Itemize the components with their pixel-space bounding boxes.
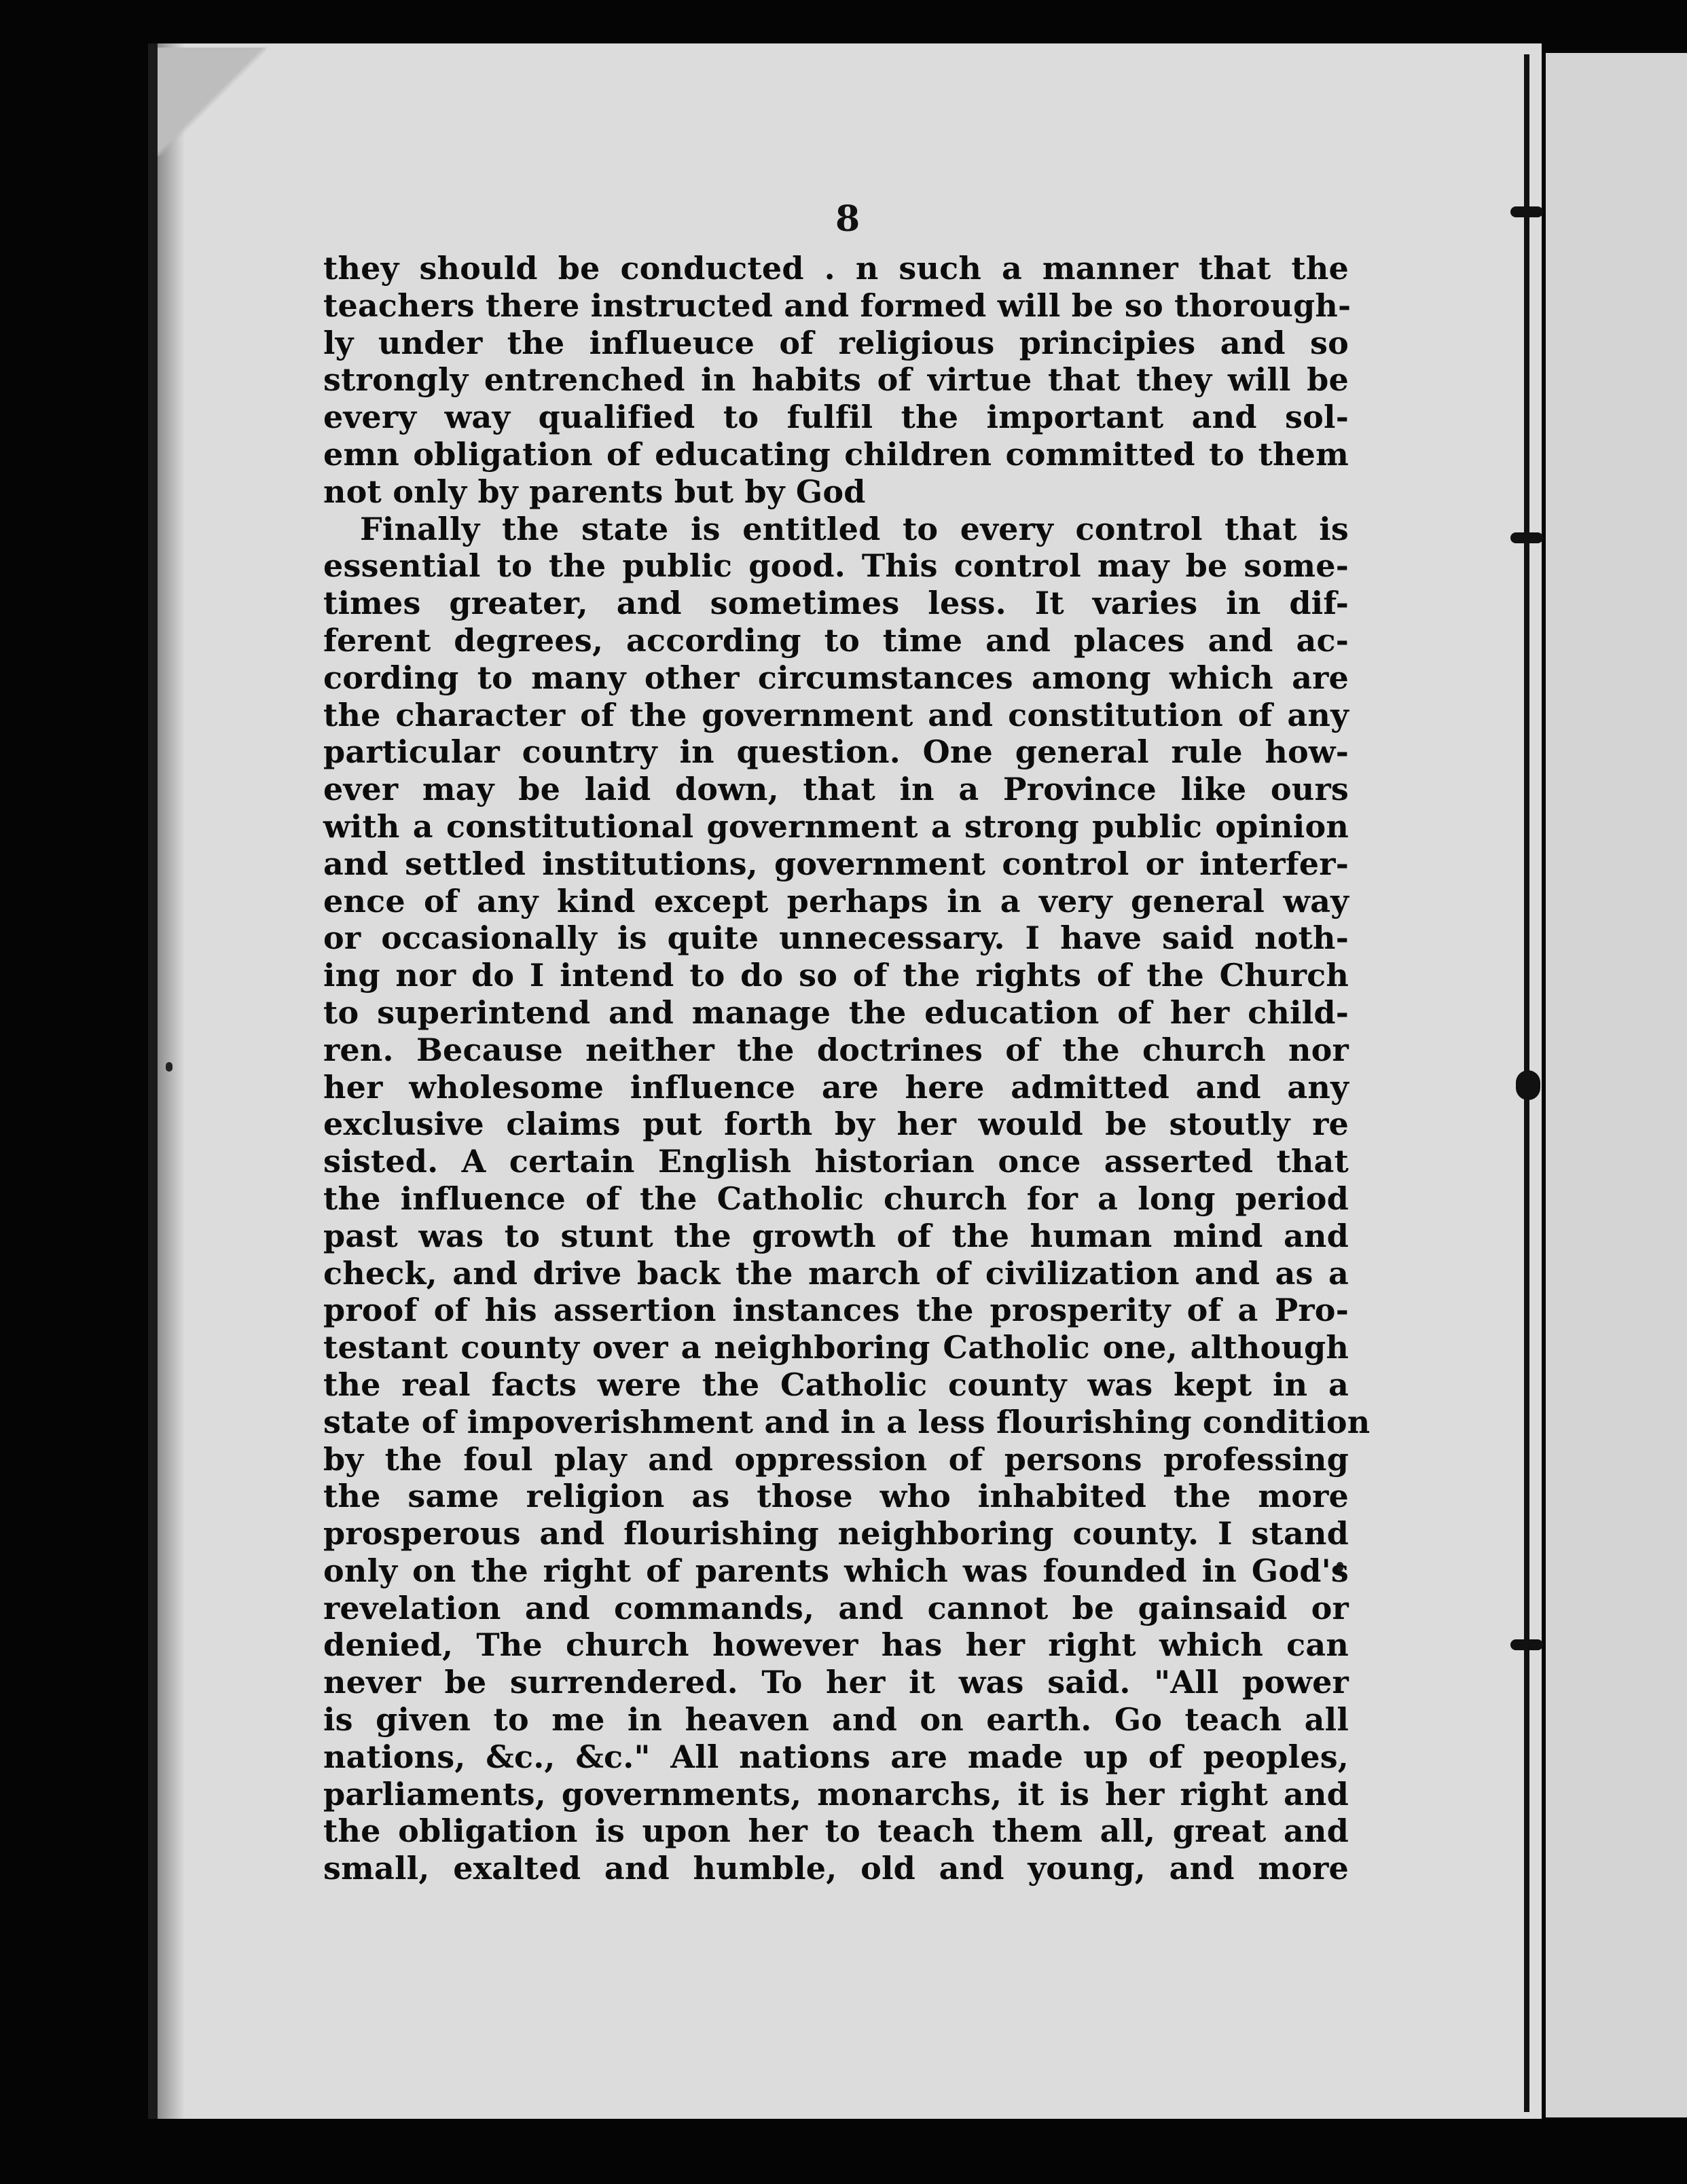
text-line: ferent degrees, according to time and places and ac- xyxy=(323,621,1349,659)
text-line: cording to many other circumstances among which are xyxy=(323,659,1349,696)
text-line: they should be conducted . n such a manner that the xyxy=(323,250,1349,287)
text-line: the character of the government and constitution of any xyxy=(323,696,1349,733)
text-line: ever may be laid down, that in a Province like ours xyxy=(323,771,1349,808)
text-line: only on the right of parents which was founded in God's xyxy=(323,1552,1349,1589)
binding-stitch xyxy=(1510,532,1543,543)
binding-stitch xyxy=(1510,1639,1543,1650)
text-line: check, and drive back the march of civilization and as a xyxy=(323,1254,1349,1292)
text-line: state of impoverishment and in a less flourishing condition xyxy=(323,1403,1371,1440)
text-line: essential to the public good. This control may be some- xyxy=(323,547,1349,585)
text-line: sisted. A certain English historian once asserted that xyxy=(323,1143,1349,1180)
text-line: never be surrendered. To her it was said. "All power xyxy=(323,1664,1349,1701)
text-line: times greater, and sometimes less. It varies in dif- xyxy=(323,585,1349,622)
text-line: parliaments, governments, monarchs, it is her right and xyxy=(323,1775,1349,1813)
text-line: particular country in question. One general rule how- xyxy=(323,733,1349,771)
binding-stitch xyxy=(1510,206,1543,217)
text-line: the obligation is upon her to teach them all, great and xyxy=(323,1813,1349,1850)
text-line: nations, &c., &c." All nations are made up of peoples, xyxy=(323,1738,1349,1775)
text-line: ing nor do I intend to do so of the rights of the Church xyxy=(323,957,1349,994)
text-line: ren. Because neither the doctrines of the church nor xyxy=(323,1031,1349,1068)
text-line: is given to me in heaven and on earth. Go teach all xyxy=(323,1701,1349,1739)
text-line: past was to stunt the growth of the human mind and xyxy=(323,1217,1349,1254)
text-line: testant county over a neighboring Catholic one, although xyxy=(323,1329,1349,1366)
text-line: prosperous and flourishing neighboring county. I stand xyxy=(323,1515,1349,1552)
text-line: Finally the state is entitled to every control that is xyxy=(360,510,1349,547)
ink-speck xyxy=(166,1062,173,1072)
text-line: or occasionally is quite unnecessary. I have said noth- xyxy=(323,920,1349,957)
text-line: her wholesome influence are here admitted and any xyxy=(323,1068,1349,1106)
text-line: by the foul play and oppression of persons professing xyxy=(323,1440,1349,1478)
text-line: denied, The church however has her right which can xyxy=(323,1626,1349,1664)
body-text xyxy=(323,250,1371,1887)
text-line: to superintend and manage the education of her child- xyxy=(323,994,1349,1031)
text-line: not only by parents but by God xyxy=(323,473,866,510)
binding-knot xyxy=(1516,1070,1540,1100)
page-gutter-shadow xyxy=(158,43,185,2119)
text-line: ly under the influeuce of religious principies and so xyxy=(323,324,1349,361)
text-line: with a constitutional government a strong public opinion xyxy=(323,807,1349,845)
text-line: proof of his assertion instances the prosperity of a Pro- xyxy=(323,1292,1349,1329)
text-line: revelation and commands, and cannot be gainsaid or xyxy=(323,1589,1349,1626)
adjacent-page-edge xyxy=(1546,53,1687,2117)
text-line: ence of any kind except perhaps in a very general way xyxy=(323,882,1349,920)
text-line: the real facts were the Catholic county was kept in a xyxy=(323,1366,1349,1403)
page-number: 8 xyxy=(835,198,860,240)
text-line: the influence of the Catholic church for a long period xyxy=(323,1180,1349,1217)
text-line: the same religion as those who inhabited the more xyxy=(323,1478,1349,1515)
text-line: small, exalted and humble, old and young, and more xyxy=(323,1850,1349,1887)
page-corner-fold xyxy=(158,48,266,156)
text-line: and settled institutions, government control or interfer- xyxy=(323,845,1349,882)
text-line: every way qualified to fulfil the important and sol- xyxy=(323,399,1349,436)
text-line: emn obligation of educating children committed to them xyxy=(323,435,1349,473)
text-line: teachers there instructed and formed will be so thorough- xyxy=(323,287,1352,324)
text-line: exclusive claims put forth by her would be stoutly re xyxy=(323,1106,1349,1143)
text-line: strongly entrenched in habits of virtue that they will be xyxy=(323,361,1349,399)
